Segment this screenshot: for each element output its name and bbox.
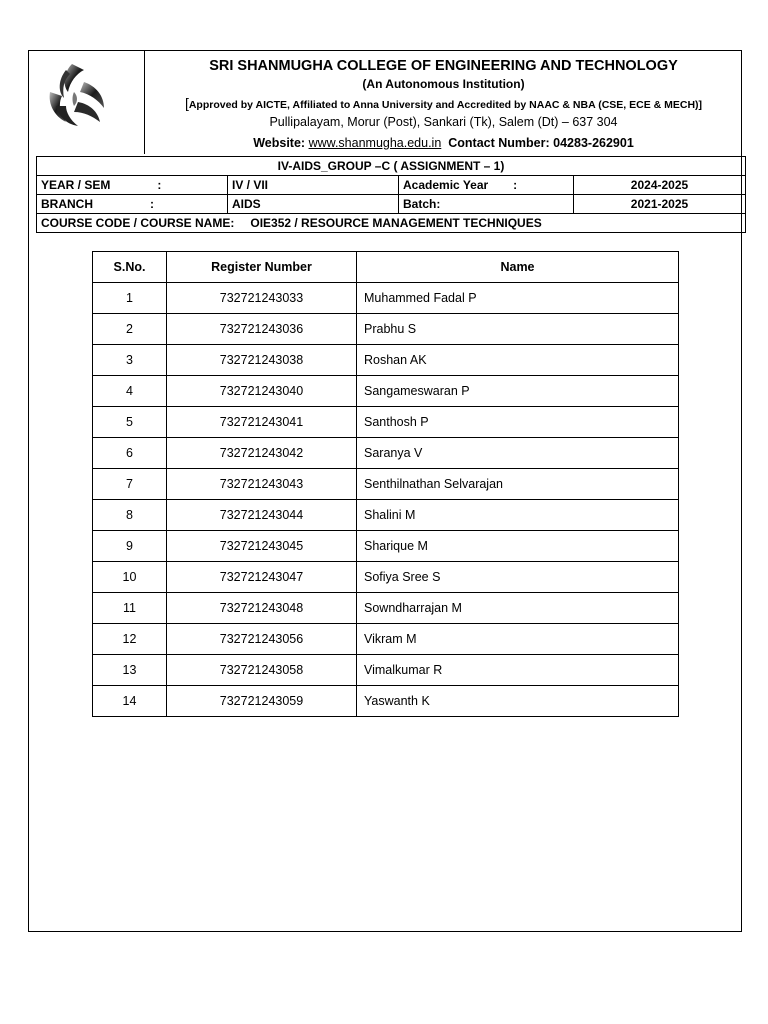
sno-cell: 7 <box>93 469 167 500</box>
register-number-cell: 732721243056 <box>167 624 357 655</box>
register-number-cell: 732721243059 <box>167 686 357 717</box>
table-row <box>93 562 679 593</box>
name-cell: Sangameswaran P <box>357 376 679 407</box>
table-row <box>93 283 679 314</box>
name-cell: Sowndharrajan M <box>357 593 679 624</box>
contact-label: Contact Number: <box>448 136 550 150</box>
register-number-cell: 732721243036 <box>167 314 357 345</box>
sno-cell: 6 <box>93 438 167 469</box>
branch-label: BRANCH <box>41 196 93 211</box>
name-cell: Sharique M <box>357 531 679 562</box>
academic-year-label-cell <box>399 176 574 195</box>
header-name: Name <box>357 252 679 283</box>
name-cell: Roshan AK <box>357 345 679 376</box>
table-row <box>93 500 679 531</box>
table-row <box>93 407 679 438</box>
header-register-number: Register Number <box>167 252 357 283</box>
table-row <box>93 469 679 500</box>
sno-cell: 8 <box>93 500 167 531</box>
table-header-row <box>93 252 679 283</box>
register-number-cell: 732721243041 <box>167 407 357 438</box>
logo-cell <box>28 50 145 154</box>
sno-cell: 13 <box>93 655 167 686</box>
course-label: COURSE CODE / COURSE NAME: <box>41 215 235 230</box>
contact-number: 04283-262901 <box>553 136 634 150</box>
sno-cell: 2 <box>93 314 167 345</box>
branch-value: AIDS <box>228 195 399 214</box>
autonomous-label: (An Autonomous Institution) <box>362 77 525 91</box>
academic-year-value: 2024-2025 <box>574 176 746 195</box>
register-number-cell: 732721243040 <box>167 376 357 407</box>
name-cell: Saranya V <box>357 438 679 469</box>
name-cell: Vimalkumar R <box>357 655 679 686</box>
approval-text: Approved by AICTE, Affiliated to Anna University and Accredited by NAAC & NBA (CSE, ECE & MECH)] <box>188 99 703 111</box>
name-cell: Senthilnathan Selvarajan <box>357 469 679 500</box>
approval-line <box>145 95 742 111</box>
table-row <box>93 624 679 655</box>
table-row <box>93 686 679 717</box>
register-number-cell: 732721243038 <box>167 345 357 376</box>
batch-label: Batch: <box>399 195 574 214</box>
course-row <box>37 214 746 233</box>
batch-value: 2021-2025 <box>574 195 746 214</box>
sno-cell: 12 <box>93 624 167 655</box>
register-number-cell: 732721243044 <box>167 500 357 531</box>
branch-colon: : <box>150 196 154 211</box>
branch-label-cell <box>37 195 228 214</box>
student-list-table <box>92 251 679 717</box>
name-cell: Sofiya Sree S <box>357 562 679 593</box>
sno-cell: 1 <box>93 283 167 314</box>
website-label: Website: <box>253 136 306 150</box>
register-number-cell: 732721243042 <box>167 438 357 469</box>
college-address: Pullipalayam, Morur (Post), Sankari (Tk), Salem (Dt) – 637 304 <box>269 115 618 129</box>
academic-year-label: Academic Year <box>403 177 489 192</box>
course-info-table <box>36 156 746 233</box>
name-cell: Vikram M <box>357 624 679 655</box>
course-value: OIE352 / RESOURCE MANAGEMENT TECHNIQUES <box>250 215 542 230</box>
register-number-cell: 732721243033 <box>167 283 357 314</box>
register-number-cell: 732721243043 <box>167 469 357 500</box>
table-row <box>93 531 679 562</box>
name-cell: Prabhu S <box>357 314 679 345</box>
sno-cell: 11 <box>93 593 167 624</box>
approval-bracket: [ <box>184 95 189 111</box>
sno-cell: 3 <box>93 345 167 376</box>
year-sem-label-cell <box>37 176 228 195</box>
sno-cell: 4 <box>93 376 167 407</box>
contact-line <box>145 136 742 150</box>
table-row <box>93 438 679 469</box>
table-row <box>93 345 679 376</box>
table-row <box>93 655 679 686</box>
sno-cell: 14 <box>93 686 167 717</box>
college-logo-icon <box>44 62 110 128</box>
name-cell: Yaswanth K <box>357 686 679 717</box>
table-row <box>93 593 679 624</box>
document-header <box>28 50 742 154</box>
year-sem-label: YEAR / SEM <box>41 177 111 192</box>
header-sno: S.No. <box>93 252 167 283</box>
academic-year-colon: : <box>513 177 518 192</box>
name-cell: Shalini M <box>357 500 679 531</box>
sno-cell: 5 <box>93 407 167 438</box>
group-title: IV-AIDS_GROUP –C ( ASSIGNMENT – 1) <box>37 157 746 176</box>
year-sem-colon: : <box>157 177 162 192</box>
college-name: SRI SHANMUGHA COLLEGE OF ENGINEERING AND TECHNOLOGY <box>209 58 678 74</box>
name-cell: Muhammed Fadal P <box>357 283 679 314</box>
sno-cell: 9 <box>93 531 167 562</box>
website-link[interactable]: www.shanmugha.edu.in <box>308 136 442 150</box>
register-number-cell: 732721243058 <box>167 655 357 686</box>
sno-cell: 10 <box>93 562 167 593</box>
name-cell: Santhosh P <box>357 407 679 438</box>
register-number-cell: 732721243045 <box>167 531 357 562</box>
register-number-cell: 732721243048 <box>167 593 357 624</box>
register-number-cell: 732721243047 <box>167 562 357 593</box>
table-row <box>93 376 679 407</box>
year-sem-value: IV / VII <box>228 176 399 195</box>
table-row <box>93 314 679 345</box>
